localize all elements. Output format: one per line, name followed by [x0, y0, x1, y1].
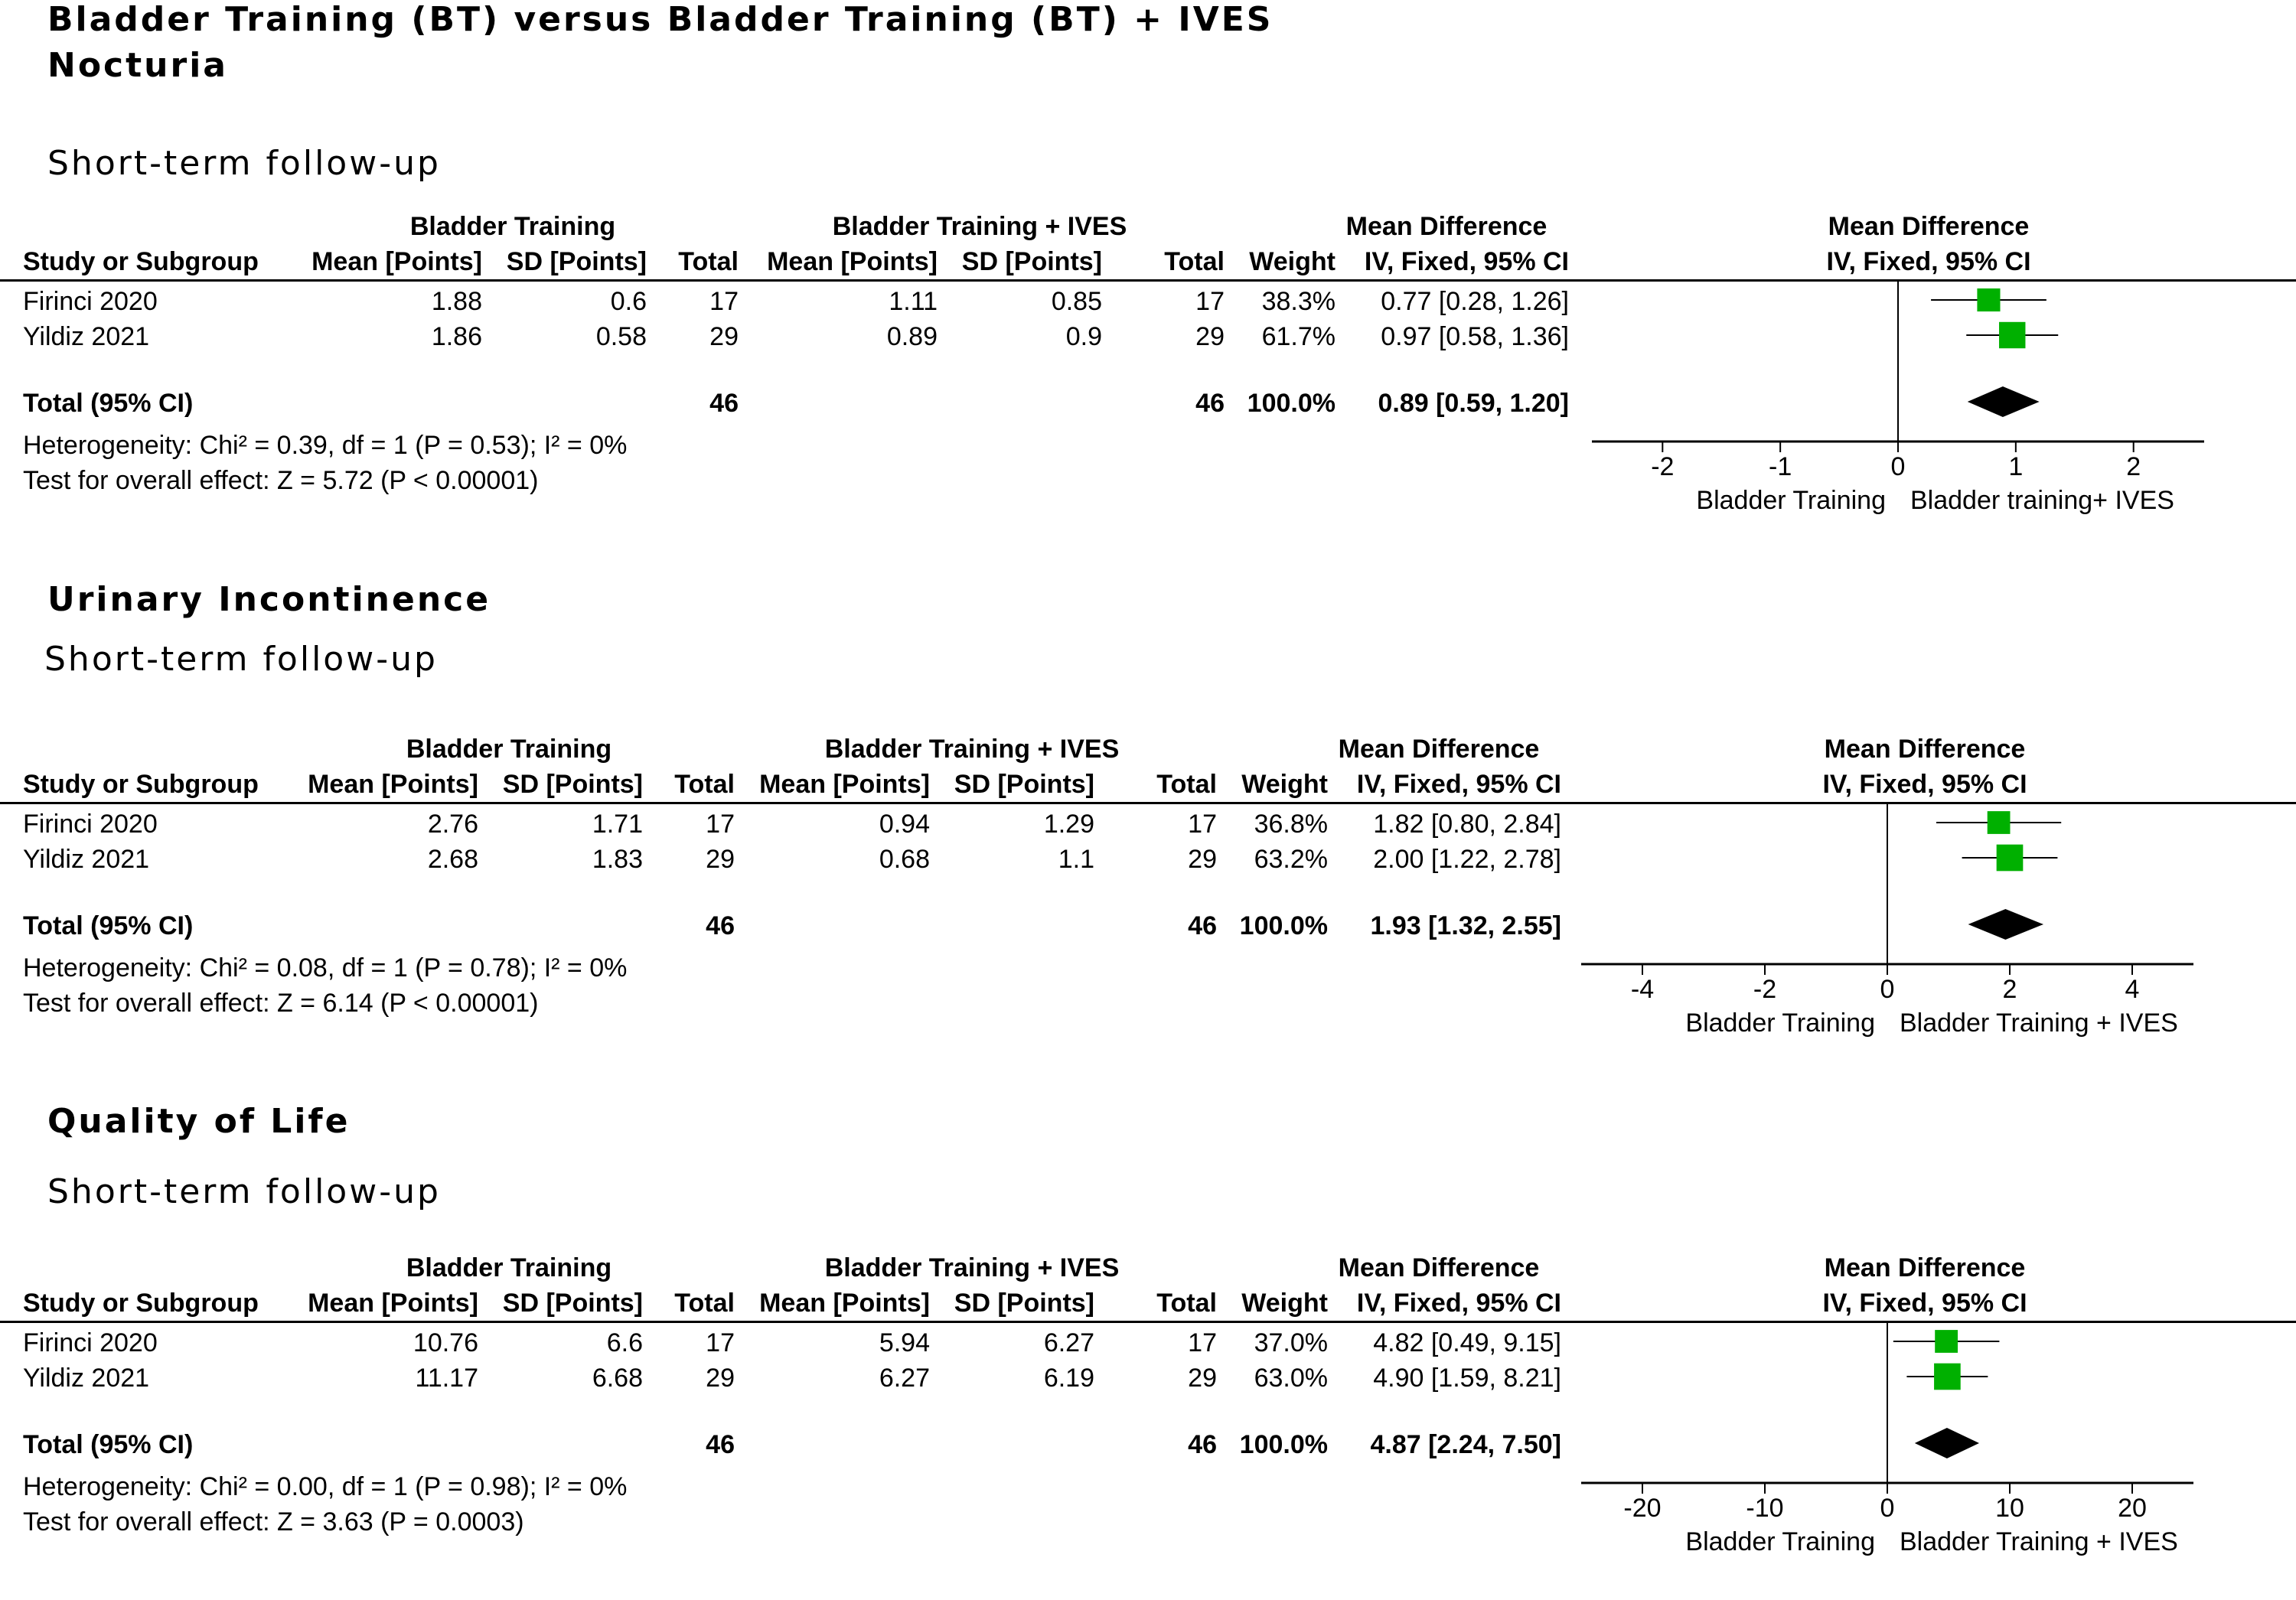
panel-subheading-nocturia: Short-term follow-up: [47, 144, 441, 183]
col-weight: Weight: [1241, 770, 1328, 799]
col-ci-plot: IV, Fixed, 95% CI: [1822, 770, 2027, 799]
favours-right-label: Bladder training+ IVES: [1910, 486, 2174, 515]
total-weight: 100.0%: [1239, 911, 1328, 940]
md-plot-header: Mean Difference: [1824, 735, 2026, 764]
row-study: Yildiz 2021: [23, 1364, 150, 1393]
row-ci: 1.82 [0.80, 2.84]: [1373, 810, 1561, 839]
panel-heading-nocturia: Nocturia: [47, 46, 228, 85]
study-marker: [1934, 1364, 1961, 1390]
col-ci: IV, Fixed, 95% CI: [1356, 1289, 1561, 1318]
row-mean1: 11.17: [415, 1364, 478, 1393]
row-total2: 29: [1188, 1364, 1217, 1393]
x-tick-label: -20: [1623, 1494, 1662, 1523]
row-sd2: 0.9: [1065, 322, 1102, 351]
row-sd2: 1.1: [1058, 845, 1094, 874]
col-sd1: SD [Points]: [502, 770, 643, 799]
pooled-diamond: [1968, 386, 2040, 417]
overall-effect-text: Test for overall effect: Z = 3.63 (P = 0.0003): [23, 1507, 524, 1536]
overall-effect-text: Test for overall effect: Z = 6.14 (P < 0.00001): [23, 989, 539, 1018]
forest-plot: [1592, 207, 2296, 528]
row-mean1: 1.88: [431, 287, 482, 316]
group1-header: Bladder Training: [406, 735, 612, 764]
row-total1: 29: [706, 845, 735, 874]
row-sd2: 0.85: [1051, 287, 1102, 316]
col-mean1: Mean [Points]: [311, 247, 482, 276]
row-sd1: 1.83: [592, 845, 643, 874]
row-sd1: 1.71: [592, 810, 643, 839]
total-n2: 46: [1188, 1430, 1217, 1459]
row-total1: 29: [706, 1364, 735, 1393]
row-study: Firinci 2020: [23, 810, 158, 839]
total-label: Total (95% CI): [23, 1430, 194, 1459]
forest-panel-urinary-incontinence: [0, 729, 2296, 1081]
row-mean2: 1.11: [889, 287, 938, 316]
row-mean1: 2.76: [427, 810, 478, 839]
study-marker: [1935, 1330, 1958, 1353]
study-marker: [1988, 811, 2011, 834]
row-mean2: 5.94: [879, 1328, 930, 1357]
group2-header: Bladder Training + IVES: [832, 212, 1127, 241]
row-weight: 36.8%: [1254, 810, 1328, 839]
total-ci: 0.89 [0.59, 1.20]: [1378, 389, 1569, 418]
row-total1: 17: [706, 1328, 735, 1357]
x-tick-label: -2: [1651, 452, 1675, 481]
row-mean1: 1.86: [431, 322, 482, 351]
forest-plot: [1581, 729, 2285, 1051]
heterogeneity-text: Heterogeneity: Chi² = 0.08, df = 1 (P = 0.78); I² = 0%: [23, 953, 628, 982]
row-weight: 61.7%: [1261, 322, 1336, 351]
col-sd1: SD [Points]: [506, 247, 647, 276]
row-total1: 29: [709, 322, 739, 351]
row-mean1: 2.68: [427, 845, 478, 874]
group1-header: Bladder Training: [406, 1253, 612, 1282]
x-tick-label: -4: [1630, 975, 1655, 1004]
favours-right-label: Bladder Training + IVES: [1900, 1527, 2178, 1556]
row-mean1: 10.76: [413, 1328, 478, 1357]
row-ci: 2.00 [1.22, 2.78]: [1373, 845, 1561, 874]
col-sd2: SD [Points]: [954, 770, 1094, 799]
total-ci: 4.87 [2.24, 7.50]: [1370, 1430, 1561, 1459]
col-mean1: Mean [Points]: [308, 1289, 478, 1318]
row-mean2: 0.94: [879, 810, 930, 839]
row-sd1: 0.6: [610, 287, 647, 316]
col-ci-plot: IV, Fixed, 95% CI: [1826, 247, 2031, 276]
row-weight: 63.0%: [1254, 1364, 1328, 1393]
col-weight: Weight: [1249, 247, 1336, 276]
col-total1: Total: [674, 770, 735, 799]
x-tick-label: 20: [2118, 1494, 2147, 1523]
heterogeneity-text: Heterogeneity: Chi² = 0.39, df = 1 (P = 0.53); I² = 0%: [23, 431, 628, 460]
study-marker: [1977, 288, 2000, 311]
row-sd1: 6.68: [592, 1364, 643, 1393]
col-sd1: SD [Points]: [502, 1289, 643, 1318]
group2-header: Bladder Training + IVES: [824, 735, 1120, 764]
row-total2: 17: [1188, 810, 1217, 839]
col-sd2: SD [Points]: [961, 247, 1102, 276]
col-sd2: SD [Points]: [954, 1289, 1094, 1318]
row-sd1: 0.58: [595, 322, 647, 351]
col-total2: Total: [1156, 770, 1217, 799]
row-study: Firinci 2020: [23, 287, 158, 316]
col-ci: IV, Fixed, 95% CI: [1356, 770, 1561, 799]
group1-header: Bladder Training: [409, 212, 616, 241]
total-ci: 1.93 [1.32, 2.55]: [1370, 911, 1561, 940]
study-marker: [1997, 845, 2024, 872]
x-tick-label: 10: [1995, 1494, 2024, 1523]
forest-panel-quality-of-life: [0, 1248, 2296, 1600]
x-tick-label: 4: [2125, 975, 2140, 1004]
col-mean2: Mean [Points]: [759, 1289, 930, 1318]
row-study: Firinci 2020: [23, 1328, 158, 1357]
row-mean2: 6.27: [879, 1364, 930, 1393]
md-plot-header: Mean Difference: [1824, 1253, 2026, 1282]
row-total2: 29: [1195, 322, 1225, 351]
md-header: Mean Difference: [1345, 212, 1548, 241]
overall-effect-text: Test for overall effect: Z = 5.72 (P < 0.00001): [23, 466, 539, 495]
row-ci: 4.82 [0.49, 9.15]: [1373, 1328, 1561, 1357]
favours-right-label: Bladder Training + IVES: [1900, 1009, 2178, 1038]
row-weight: 38.3%: [1261, 287, 1336, 316]
md-header: Mean Difference: [1338, 735, 1540, 764]
col-total2: Total: [1156, 1289, 1217, 1318]
favours-left-label: Bladder Training: [1696, 486, 1886, 515]
row-ci: 0.97 [0.58, 1.36]: [1381, 322, 1569, 351]
total-label: Total (95% CI): [23, 389, 194, 418]
col-total1: Total: [674, 1289, 735, 1318]
x-tick-label: 0: [1880, 975, 1895, 1004]
favours-left-label: Bladder Training: [1685, 1527, 1875, 1556]
row-study: Yildiz 2021: [23, 322, 150, 351]
panel-subheading-quality-of-life: Short-term follow-up: [47, 1172, 441, 1211]
md-header: Mean Difference: [1338, 1253, 1540, 1282]
md-plot-header: Mean Difference: [1828, 212, 2030, 241]
row-sd2: 6.19: [1043, 1364, 1094, 1393]
x-tick-label: 2: [2002, 975, 2017, 1004]
row-weight: 63.2%: [1254, 845, 1328, 874]
forest-plot: [1581, 1248, 2285, 1569]
row-total2: 17: [1188, 1328, 1217, 1357]
col-mean2: Mean [Points]: [767, 247, 938, 276]
row-sd2: 6.27: [1043, 1328, 1094, 1357]
row-study: Yildiz 2021: [23, 845, 150, 874]
total-n2: 46: [1195, 389, 1225, 418]
x-tick-label: 0: [1890, 452, 1906, 481]
group2-header: Bladder Training + IVES: [824, 1253, 1120, 1282]
favours-left-label: Bladder Training: [1685, 1009, 1875, 1038]
total-n1: 46: [706, 1430, 735, 1459]
col-mean1: Mean [Points]: [308, 770, 478, 799]
x-tick-label: 2: [2126, 452, 2141, 481]
col-weight: Weight: [1241, 1289, 1328, 1318]
col-study: Study or Subgroup: [23, 770, 259, 799]
col-study: Study or Subgroup: [23, 247, 259, 276]
total-n1: 46: [706, 911, 735, 940]
panel-subheading-urinary-incontinence: Short-term follow-up: [44, 640, 438, 679]
panel-heading-urinary-incontinence: Urinary Incontinence: [47, 580, 491, 619]
col-study: Study or Subgroup: [23, 1289, 259, 1318]
row-total2: 29: [1188, 845, 1217, 874]
panel-heading-quality-of-life: Quality of Life: [47, 1102, 351, 1141]
row-total2: 17: [1195, 287, 1225, 316]
row-total1: 17: [709, 287, 739, 316]
row-ci: 4.90 [1.59, 8.21]: [1373, 1364, 1561, 1393]
figure-title: Bladder Training (BT) versus Bladder Training (BT) + IVES: [47, 0, 1274, 39]
forest-panel-nocturia: [0, 207, 2296, 559]
row-total1: 17: [706, 810, 735, 839]
col-ci: IV, Fixed, 95% CI: [1364, 247, 1569, 276]
x-tick-label: -10: [1746, 1494, 1784, 1523]
total-weight: 100.0%: [1247, 389, 1336, 418]
row-mean2: 0.89: [886, 322, 938, 351]
total-label: Total (95% CI): [23, 911, 194, 940]
row-weight: 37.0%: [1254, 1328, 1328, 1357]
x-tick-label: 0: [1880, 1494, 1895, 1523]
col-mean2: Mean [Points]: [759, 770, 930, 799]
total-weight: 100.0%: [1239, 1430, 1328, 1459]
x-tick-label: -2: [1753, 975, 1777, 1004]
heterogeneity-text: Heterogeneity: Chi² = 0.00, df = 1 (P = 0.98); I² = 0%: [23, 1472, 628, 1501]
col-total1: Total: [678, 247, 739, 276]
row-sd1: 6.6: [606, 1328, 643, 1357]
pooled-diamond: [1915, 1428, 1979, 1458]
row-sd2: 1.29: [1043, 810, 1094, 839]
row-ci: 0.77 [0.28, 1.26]: [1381, 287, 1569, 316]
x-tick-label: -1: [1769, 452, 1792, 481]
pooled-diamond: [1968, 909, 2043, 940]
col-total2: Total: [1164, 247, 1225, 276]
total-n2: 46: [1188, 911, 1217, 940]
col-ci-plot: IV, Fixed, 95% CI: [1822, 1289, 2027, 1318]
row-mean2: 0.68: [879, 845, 930, 874]
total-n1: 46: [709, 389, 739, 418]
study-marker: [1999, 322, 2025, 348]
x-tick-label: 1: [2008, 452, 2024, 481]
